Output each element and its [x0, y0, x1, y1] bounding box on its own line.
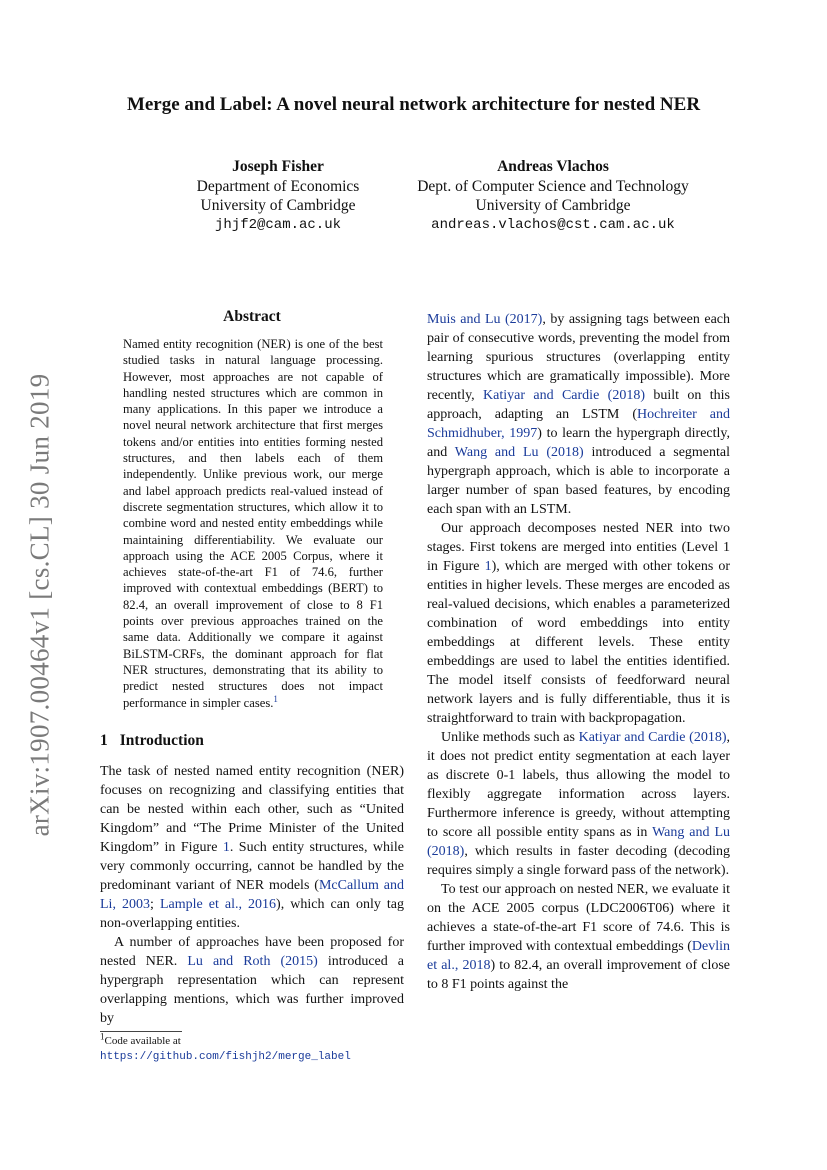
footnote-text: Code available at: [104, 1035, 181, 1047]
section-number: 1: [100, 731, 108, 749]
left-column: [100, 308, 404, 1028]
right-column: [427, 310, 730, 994]
author-name: Joseph Fisher: [232, 158, 324, 175]
citation-link[interactable]: McCallum and Li, 2003: [100, 877, 404, 912]
citation-link[interactable]: Hochreiter and Schmidhuber, 1997: [427, 407, 730, 441]
citation-link[interactable]: Wang and Lu (2018): [427, 825, 730, 859]
author-block-2: [398, 157, 708, 235]
author-affiliation: Dept. of Computer Science and Technology: [417, 177, 689, 195]
citation-link[interactable]: Katiyar and Cardie (2018): [578, 730, 727, 745]
footnote-marker[interactable]: 1: [273, 693, 278, 704]
author-affiliation: Department of Economics: [196, 177, 360, 195]
footnote-divider: [100, 1031, 182, 1032]
citation-link[interactable]: Lu and Roth (2015): [187, 953, 318, 969]
figure-link[interactable]: 1: [222, 839, 230, 855]
footnote-number: 1: [100, 1031, 105, 1042]
author-email[interactable]: andreas.vlachos@cst.cam.ac.uk: [431, 216, 675, 233]
author-email[interactable]: jhjf2@cam.ac.uk: [214, 216, 342, 233]
citation-link[interactable]: Muis and Lu (2017): [427, 312, 543, 327]
author-name: Andreas Vlachos: [497, 158, 609, 175]
paragraph: Our approach decomposes nested NER into two stages. First tokens are merged into entities (Level 1 in Figure 1), which are merged with other tokens or entities in higher levels. These merges are encoded as real-valued decisions, which enables a parameterized combination of word embeddings into entity embeddings at different levels. These entity embeddings are used to label the entities identified. The model itself consists of feedforward neural network layers and is fully differentiable, thus it is straightforward to train with backpropagation.: [427, 521, 731, 726]
section-title: Introduction: [119, 731, 204, 749]
author-affiliation: University of Cambridge: [475, 197, 631, 214]
footnote-url[interactable]: https://github.com/fishjh2/merge_label: [100, 1051, 351, 1063]
footnote: [100, 1031, 404, 1065]
citation-link[interactable]: Lample et al., 2016: [159, 896, 277, 912]
paper-title: Merge and Label: A novel neural network architecture for nested NER: [126, 94, 701, 115]
paragraph: A number of approaches have been proposed for nested NER. Lu and Roth (2015) introduced a hypergraph representation which can represent overlapping mentions, which was further improved by: [100, 934, 405, 1026]
author-block-1: [178, 157, 378, 235]
figure-link[interactable]: 1: [484, 559, 492, 574]
citation-link[interactable]: Wang and Lu (2018): [454, 445, 584, 460]
citation-link[interactable]: Katiyar and Cardie (2018): [483, 388, 645, 403]
abstract-text: Named entity recognition (NER) is one of the best studied tasks in natural language processing. However, most approaches are not capable of handling nested structures which are common in many applications. In this paper we introduce a novel neural network architecture that first merges tokens and/or entities into entities forming nested structures, and then labels each of them independently. Unlike previous work, our merge and label approach predicts real-valued instead of discrete segmentation structures, which allow it to combine word and nested entity embeddings while maintaining differentiability. We evaluate our approach using the ACE 2005 Corpus, where it achieves state-of-the-art F1 of 74.6, further improved with contextual embeddings (BERT) to 82.4, an overall improvement of close to 8 F1 points over previous approaches trained on the same data. Additionally we compare it against BiLSTM-CRFs, the dominant approach for flat NER structures, demonstrating that its ability to predict nested structures does not impact performance in simpler cases.$^1$: [123, 337, 383, 710]
paragraph: The task of nested named entity recognition (NER) focuses on recognizing and classifying entities that can be nested within each other, such as “United Kingdom” and “The Prime Minister of the United Kingdom” in Figure 1. Such entity structures, while very commonly occurring, cannot be handled by the predominant variant of NER models (McCallum and Li, 2003; Lample et al., 2016), which can only tag non-overlapping entities.: [100, 763, 405, 931]
paragraph: To test our approach on nested NER, we evaluate it on the ACE 2005 corpus (LDC2006T06) where it achieves a state-of-the-art F1 score of 74.6. This is further improved with contextual embeddings (Devlin et al., 2018) to 82.4, an overall improvement of close to 8 F1 points against the: [427, 882, 730, 992]
abstract-heading: Abstract: [223, 308, 281, 325]
paragraph-continued: Muis and Lu (2017), by assigning tags between each pair of consecutive words, preventing the model from learning spurious structures (overlapping entity structures which are gramatically impossible). More recently, Katiyar and Cardie (2018) built on this approach, adapting an LSTM (Hochreiter and Schmidhuber, 1997) to learn the hypergraph directly, and Wang and Lu (2018) introduced a segmental hypergraph approach, which is able to incorporate a larger number of span based features, by encoding each span with an LSTM.: [427, 312, 731, 517]
arxiv-identifier: arXiv:1907.00464v1 [cs.CL] 30 Jun 2019: [24, 373, 55, 837]
paragraph: Unlike methods such as Katiyar and Cardie (2018), it does not predict entity segmentation at each layer as discrete 0-1 labels, thus allowing the model to flexibly aggregate information across layers. Furthermore inference is greedy, without attempting to score all possible entity spans as in Wang and Lu (2018), which results in faster decoding (decoding requires simply a single forward pass of the network).: [427, 730, 731, 878]
author-affiliation: University of Cambridge: [200, 197, 356, 214]
citation-link[interactable]: Devlin et al., 2018: [427, 939, 730, 973]
section-heading: [100, 732, 404, 750]
